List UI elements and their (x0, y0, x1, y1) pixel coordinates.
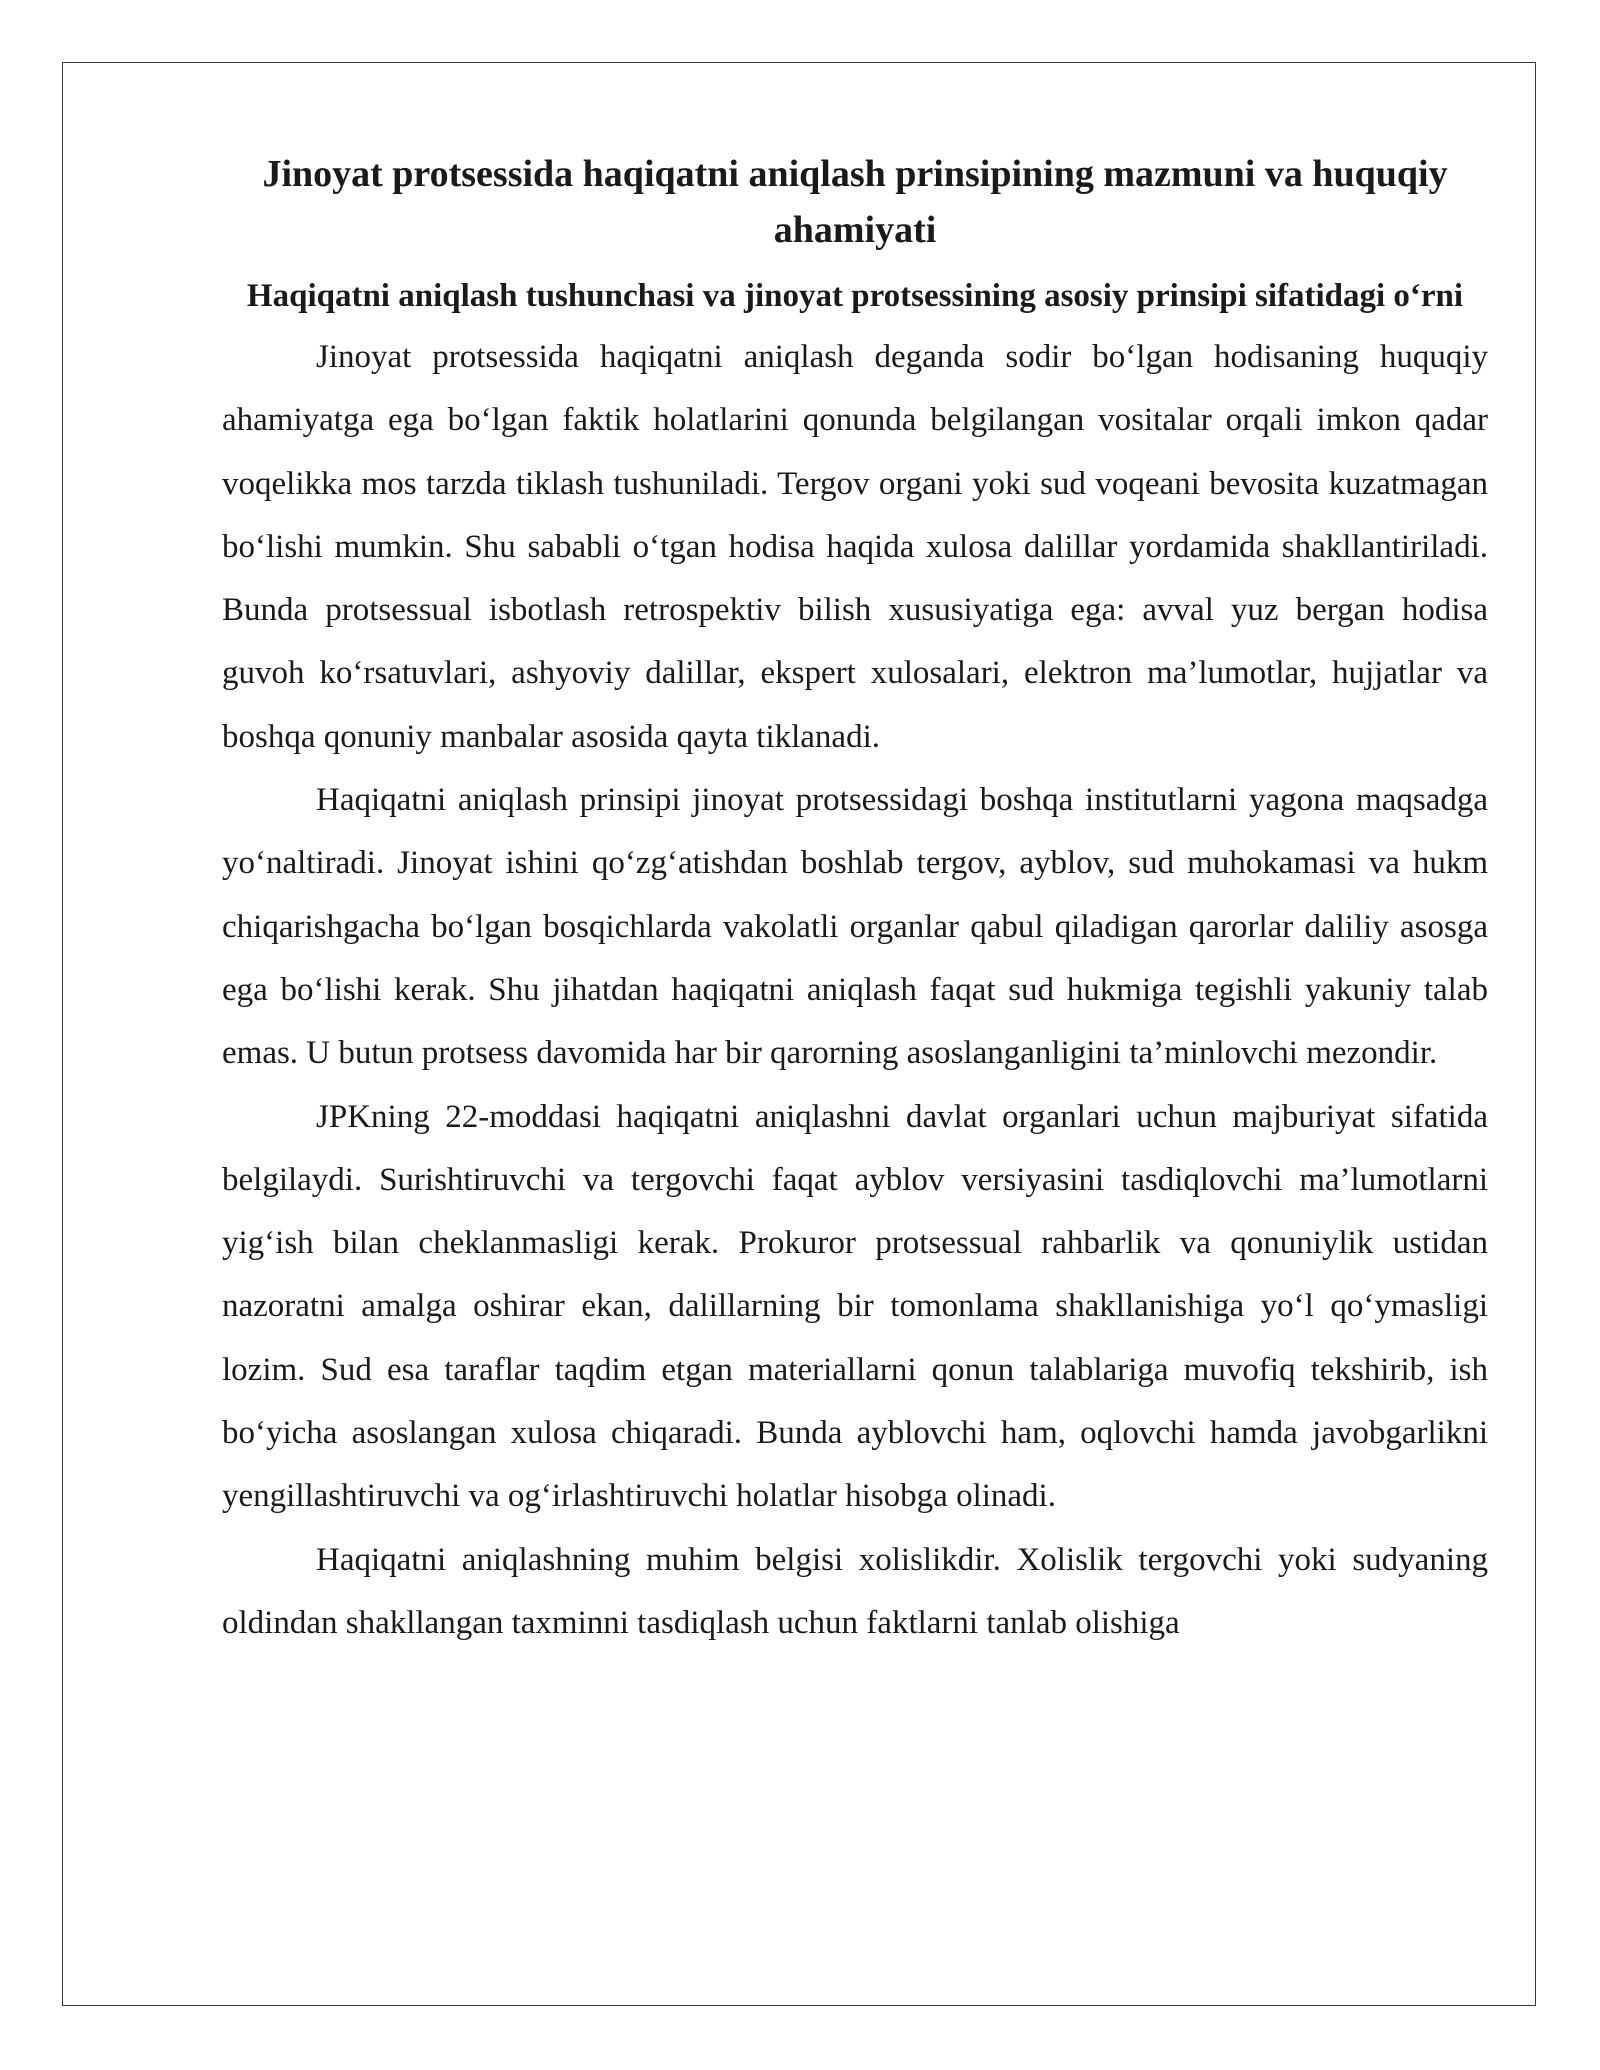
document-title: Jinoyat protsessida haqiqatni aniqlash prinsipining mazmuni va huquqiy ahamiyati (262, 153, 1448, 251)
paragraph-4: Haqiqatni aniqlashning muhim belgisi xolislikdir. Xolislik tergovchi yoki sudyaning oldindan shakllangan taxminni tasdiqlash uchun faktlarni tanlab olishiga (222, 1541, 1488, 1641)
section-heading: Haqiqatni aniqlash tushunchasi va jinoyat protsessining asosiy prinsipi sifatidagi o‘rni (246, 278, 1464, 314)
paragraph-3: JPKning 22-moddasi haqiqatni aniqlashni davlat organlari uchun majburiyat sifatida belgilaydi. Surishtiruvchi va tergovchi faqat ayblov versiyasini tasdiqlovchi ma’lumotlarni yig‘ish bilan cheklanmasligi kerak. Prokuror protsessual rahbarlik va qonuniylik ustidan nazoratni amalga oshirar ekan, dalillarning bir tomonlama shakllanishiga yo‘l qo‘ymasligi lozim. Sud esa taraflar taqdim etgan materiallarni qonun talablariga muvofiq tekshirib, ish bo‘yicha asoslangan xulosa chiqaradi. Bunda ayblovchi ham, oqlovchi hamda javobgarlikni yengillashtiruvchi va og‘irlashtiruvchi holatlar hisobga olinadi. (222, 1098, 1488, 1515)
document-body (222, 146, 1488, 1655)
paragraph-1: Jinoyat protsessida haqiqatni aniqlash deganda sodir bo‘lgan hodisaning huquqiy ahamiyatga ega bo‘lgan faktik holatlarini qonunda belgilangan vositalar orqali imkon qadar voqelikka mos tarzda tiklash tushuniladi. Tergov organi yoki sud voqeani bevosita kuzatmagan bo‘lishi mumkin. Shu sababli o‘tgan hodisa haqida xulosa dalillar yordamida shakllantiriladi. Bunda protsessual isbotlash retrospektiv bilish xususiyatiga ega: avval yuz bergan hodisa guvoh ko‘rsatuvlari, ashyoviy dalillar, ekspert xulosalari, elektron ma’lumotlar, hujjatlar va boshqa qonuniy manbalar asosida qayta tiklanadi. (222, 339, 1488, 755)
paragraph-2: Haqiqatni aniqlash prinsipi jinoyat protsessidagi boshqa institutlarni yagona maqsadga yo‘naltiradi. Jinoyat ishini qo‘zg‘atishdan boshlab tergov, ayblov, sud muhokamasi va hukm chiqarishgacha bo‘lgan bosqichlarda vakolatli organlar qabul qiladigan qarorlar daliliy asosga ega bo‘lishi kerak. Shu jihatdan haqiqatni aniqlash faqat sud hukmiga tegishli yakuniy talab emas. U butun protsess davomida har bir qarorning asoslanganligini ta’minlovchi mezondir. (222, 782, 1488, 1072)
